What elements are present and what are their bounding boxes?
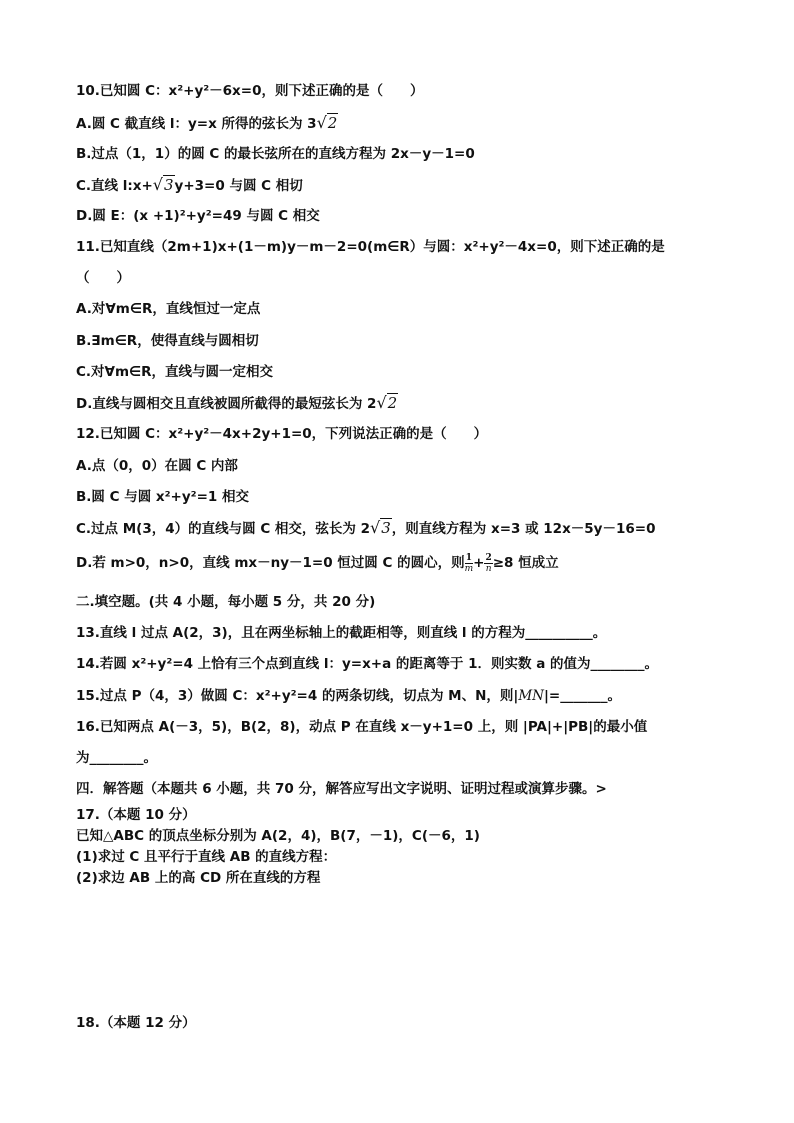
q12-c-pre: C.过点 M(3，4）的直线与圆 C 相交，弦长为 2 (76, 521, 371, 537)
q12-d-post: ≥8 恒成立 (492, 555, 559, 571)
q13: 13.直线 l 过点 A(2，3)，且在两坐标轴上的截距相等，则直线 l 的方程为__________。 (76, 625, 607, 641)
q11-stem: 11.已知直线（2m+1)x+(1－m)y－m－2=0(m∈R）与圆：x²+y²－4x=0，则下述正确的是 (76, 239, 665, 255)
fraction-1-over-m (465, 553, 474, 574)
q10-a-text: A.圆 C 截直线 l：y=x 所得的弦长为 3 (76, 116, 317, 132)
q12-c-radicand: 3 (381, 519, 391, 537)
q12-option-d (76, 551, 734, 575)
section-solution-title: 四．解答题（本题共 6 小题，共 70 分，解答应写出文字说明、证明过程或演算步骤。> (76, 781, 607, 797)
q11-option-d (76, 393, 734, 414)
q10-c-radicand: 3 (163, 176, 174, 194)
q11-option-c: C.对∀m∈R，直线与圆一定相交 (76, 364, 274, 380)
q11-d-text: D.直线与圆相交且直线被圆所截得的最短弦长为 2 (76, 396, 377, 412)
q12-stem: 12.已知圆 C：x²+y²－4x+2y+1=0，下列说法正确的是（ ） (76, 426, 488, 442)
q15 (76, 686, 734, 706)
q12-option-a: A.点（0，0）在圆 C 内部 (76, 458, 238, 474)
fraction-numerator: 1 (465, 552, 473, 563)
q12-option-b: B.圆 C 与圆 x²+y²=1 相交 (76, 489, 249, 505)
q10-c-pre: C.直线 l:x+ (76, 178, 153, 194)
sqrt-symbol: √ (152, 175, 163, 194)
fraction-2-over-n (484, 553, 492, 574)
q11-d-radicand: 2 (387, 394, 398, 412)
q10-option-b: B.过点（1，1）的圆 C 的最长弦所在的直线方程为 2x－y－1=0 (76, 146, 475, 162)
q15-post: |=_______。 (543, 688, 621, 704)
sqrt-symbol: √ (376, 393, 387, 412)
q10-option-a (76, 113, 734, 134)
q11-option-a: A.对∀m∈R，直线恒过一定点 (76, 301, 261, 317)
q17-part1: (1)求过 C 且平行于直线 AB 的直线方程： (76, 849, 337, 865)
fraction-numerator: 2 (485, 552, 492, 563)
q10-c-post: y+3=0 与圆 C 相切 (174, 178, 303, 194)
q15-pre: 15.过点 P（4，3）做圆 C：x²+y²=4 的两条切线，切点为 M、N，则| (76, 688, 519, 704)
q18-title: 18.（本题 12 分） (76, 1015, 196, 1031)
sqrt-symbol: √ (370, 518, 381, 537)
q11-stem-cont: （ ） (76, 270, 130, 286)
q12-d-pre: D.若 m>0，n>0，直线 mx－ny－1=0 恒过圆 C 的圆心，则 (76, 555, 465, 571)
q11-option-b: B.∃m∈R，使得直线与圆相切 (76, 333, 259, 349)
sqrt-symbol: √ (316, 113, 327, 132)
q12-option-c (76, 518, 734, 539)
q10-option-d: D.圆 E：(x +1)²+y²=49 与圆 C 相交 (76, 208, 320, 224)
plus-sign: + (473, 555, 485, 571)
section-fill-in-title: 二.填空题。(共 4 小题，每小题 5 分，共 20 分) (76, 594, 376, 610)
q10-stem: 10.已知圆 C：x²+y²－6x=0，则下述正确的是（ ） (76, 83, 424, 99)
q17-part2: (2)求边 AB 上的高 CD 所在直线的方程 (76, 870, 321, 886)
q10-option-c (76, 175, 734, 196)
q16-line2: 为________。 (76, 750, 157, 766)
q14: 14.若圆 x²+y²=4 上恰有三个点到直线 l：y=x+a 的距离等于 1．则实数 a 的值为________。 (76, 656, 659, 672)
q16-line1: 16.已知两点 A(－3，5)，B(2，8)，动点 P 在直线 x－y+1=0 上，则 |PA|+|PB|的最小值 (76, 719, 648, 735)
fraction-denominator: n (485, 563, 492, 574)
q10-a-radicand: 2 (327, 114, 338, 132)
fraction-denominator: m (464, 563, 474, 574)
q17-title: 17.（本题 10 分） (76, 807, 196, 823)
q17-stem: 已知△ABC 的顶点坐标分别为 A(2，4)，B(7，－1)，C(－6，1) (76, 828, 480, 844)
q15-mn: MN (518, 688, 544, 704)
q12-c-post: ，则直线方程为 x=3 或 12x－5y－16=0 (391, 521, 656, 537)
